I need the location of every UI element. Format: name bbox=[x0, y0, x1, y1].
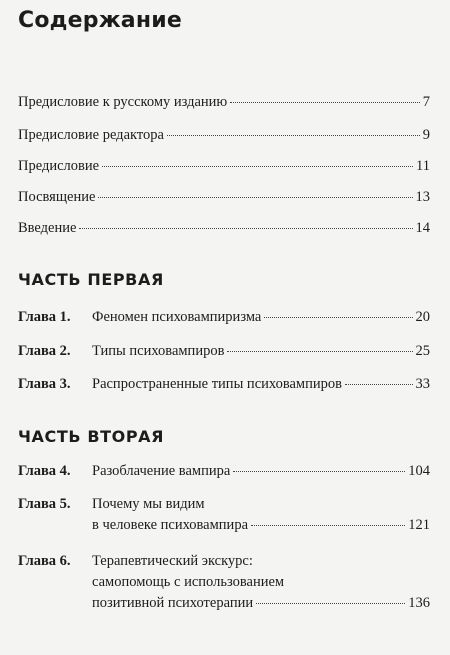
chapter-label: Глава 6. bbox=[18, 553, 71, 569]
chapter-title-block bbox=[92, 551, 430, 614]
dot-leader bbox=[256, 603, 405, 604]
toc-entry-title: Посвящение bbox=[18, 189, 96, 205]
chapter-title-line: самопомощь с использованием bbox=[92, 574, 285, 590]
dot-leader bbox=[233, 471, 405, 472]
toc-entry-page: 13 bbox=[415, 189, 430, 205]
chapter-label: Глава 3. bbox=[18, 376, 71, 392]
page-title: Содержание bbox=[18, 8, 182, 33]
chapter-title-block bbox=[92, 494, 430, 536]
toc-entry-dedication[interactable] bbox=[18, 188, 430, 207]
chapter-title-line: в человеке психовампира bbox=[92, 517, 249, 533]
dot-leader bbox=[167, 135, 420, 136]
toc-entry-page: 9 bbox=[422, 127, 430, 143]
chapter-label: Глава 1. bbox=[18, 309, 71, 325]
toc-entry-title: Предисловие bbox=[18, 158, 100, 174]
chapter-page: 25 bbox=[415, 343, 430, 359]
chapter-title: Распространенные типы психовампиров bbox=[92, 376, 342, 392]
dot-leader bbox=[251, 525, 405, 526]
chapter-title: Типы психовампиров bbox=[92, 343, 225, 359]
part-title-2: ЧАСТЬ ВТОРАЯ bbox=[18, 427, 165, 446]
chapter-title: Разоблачение вампира bbox=[92, 463, 231, 479]
toc-entry-title: Предисловие редактора bbox=[18, 127, 164, 143]
toc-chapter-4[interactable] bbox=[18, 462, 430, 481]
part-title-1: ЧАСТЬ ПЕРВАЯ bbox=[18, 270, 164, 289]
toc-entry-page: 11 bbox=[416, 158, 430, 174]
toc-entry-preface[interactable] bbox=[18, 157, 430, 176]
chapter-label: Глава 4. bbox=[18, 463, 71, 479]
toc-chapter-5[interactable] bbox=[18, 494, 430, 536]
dot-leader bbox=[79, 228, 412, 229]
toc-entry-introduction[interactable] bbox=[18, 219, 430, 238]
chapter-title-last-line bbox=[92, 593, 430, 614]
toc-chapter-2[interactable] bbox=[18, 342, 430, 361]
dot-leader bbox=[98, 197, 412, 198]
toc-chapter-3[interactable] bbox=[18, 375, 430, 394]
chapter-label: Глава 2. bbox=[18, 343, 71, 359]
chapter-page: 104 bbox=[408, 463, 430, 479]
toc-entry-editor-preface[interactable] bbox=[18, 126, 430, 145]
toc-chapter-1[interactable] bbox=[18, 308, 430, 327]
chapter-title-line: Почему мы видим bbox=[92, 496, 205, 512]
chapter-page: 121 bbox=[408, 517, 430, 533]
chapter-title-line: Терапевтический экскурс: bbox=[92, 553, 253, 569]
chapter-page: 136 bbox=[408, 595, 430, 611]
dot-leader bbox=[102, 166, 413, 167]
dot-leader bbox=[230, 102, 419, 103]
dot-leader bbox=[264, 317, 412, 318]
toc-entry-title: Предисловие к русскому изданию bbox=[18, 94, 228, 110]
toc-entry-page: 7 bbox=[422, 94, 430, 110]
chapter-title-last-line bbox=[92, 515, 430, 536]
dot-leader bbox=[227, 351, 412, 352]
chapter-page: 20 bbox=[415, 309, 430, 325]
toc-entry-title: Введение bbox=[18, 220, 77, 236]
dot-leader bbox=[345, 384, 413, 385]
chapter-title: Феномен психовампиризма bbox=[92, 309, 262, 325]
chapter-label: Глава 5. bbox=[18, 496, 71, 512]
chapter-title-line: позитивной психотерапии bbox=[92, 595, 254, 611]
toc-entry-page: 14 bbox=[415, 220, 430, 236]
chapter-page: 33 bbox=[415, 376, 430, 392]
toc-chapter-6[interactable] bbox=[18, 551, 430, 614]
toc-entry-preface-russian[interactable] bbox=[18, 93, 430, 112]
